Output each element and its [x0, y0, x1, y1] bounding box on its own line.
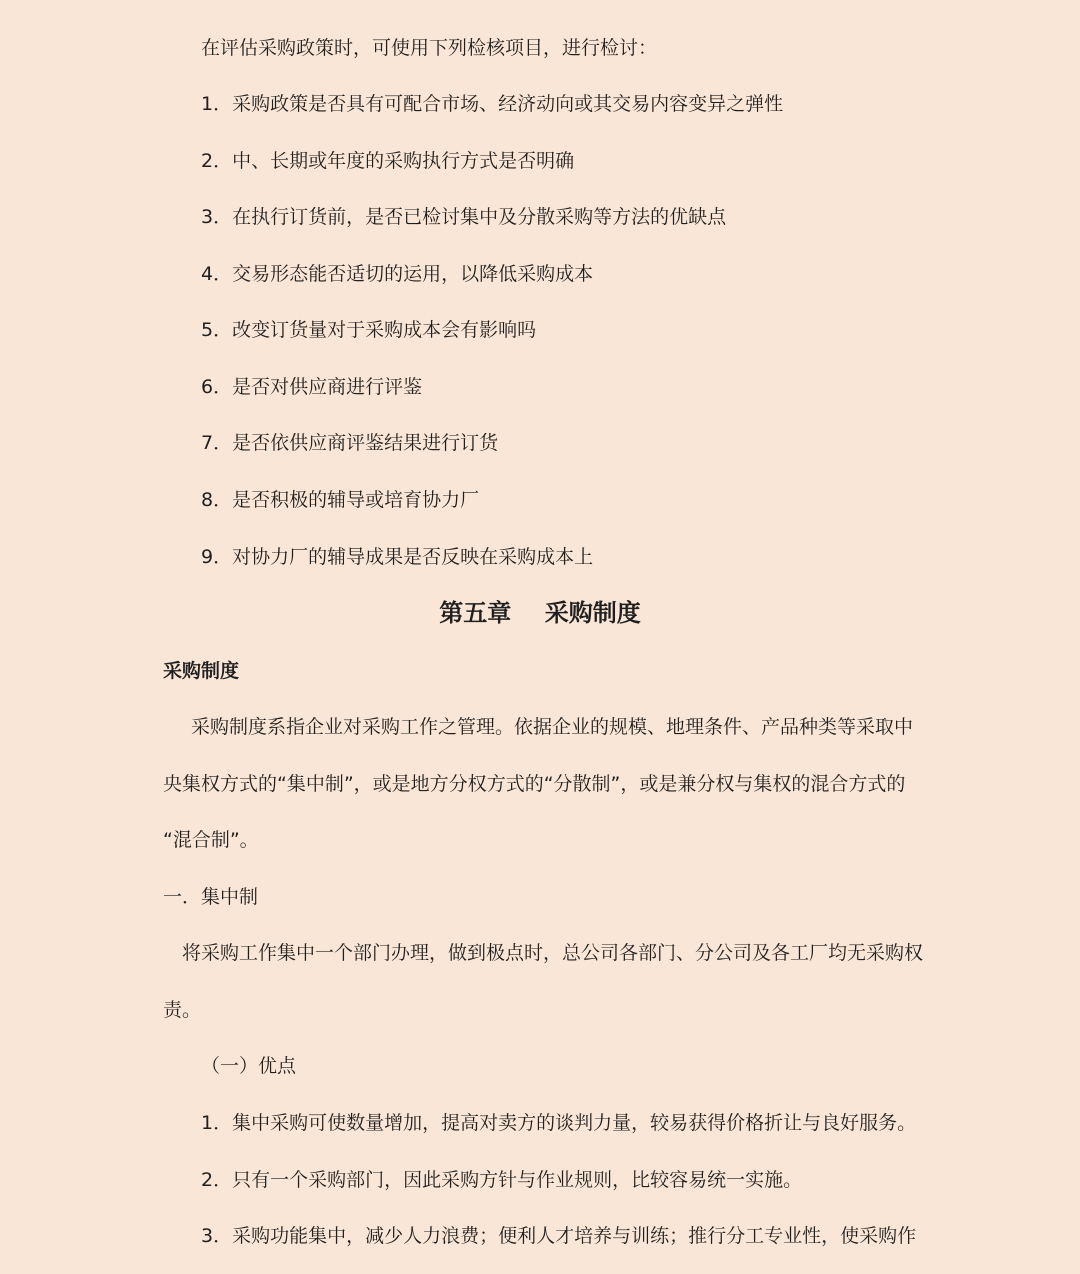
- subsection-heading: 一．集中制: [163, 886, 259, 908]
- advantage-item: 2．只有一个采购部门，因此采购方针与作业规则，比较容易统一实施。: [201, 1169, 803, 1191]
- paragraph-line: 责。: [163, 999, 202, 1021]
- checklist-item: 4．交易形态能否适切的运用，以降低采购成本: [201, 263, 594, 285]
- advantage-item: 1．集中采购可使数量增加，提高对卖方的谈判力量，较易获得价格折让与良好服务。: [201, 1112, 917, 1134]
- checklist-item: 5．改变订货量对于采购成本会有影响吗: [201, 319, 537, 341]
- checklist-item: 7．是否依供应商评鉴结果进行订货: [201, 432, 499, 454]
- checklist-item: 6．是否对供应商进行评鉴: [201, 376, 423, 398]
- checklist-item: 2．中、长期或年度的采购执行方式是否明确: [201, 150, 575, 172]
- checklist-item: 3．在执行订货前，是否已检讨集中及分散采购等方法的优缺点: [201, 206, 727, 228]
- paragraph-line: 采购制度系指企业对采购工作之管理。依据企业的规模、地理条件、产品种类等采取中: [191, 716, 914, 738]
- checklist-item: 9．对协力厂的辅导成果是否反映在采购成本上: [201, 546, 594, 568]
- intro-text: 在评估采购政策时，可使用下列检核项目，进行检讨：: [201, 37, 658, 59]
- chapter-title: 第五章 采购制度: [439, 599, 641, 627]
- advantages-heading: （一）优点: [201, 1055, 297, 1077]
- section-heading: 采购制度: [163, 660, 240, 682]
- paragraph-line: “混合制”。: [163, 829, 259, 851]
- paragraph-line: 央集权方式的“集中制”，或是地方分权方式的“分散制”，或是兼分权与集权的混合方式的: [163, 773, 906, 795]
- advantage-item: 3．采购功能集中，减少人力浪费；便利人才培养与训练；推行分工专业性，使采购作: [201, 1225, 917, 1247]
- checklist-item: 1．采购政策是否具有可配合市场、经济动向或其交易内容变异之弹性: [201, 93, 784, 115]
- checklist-item: 8．是否积极的辅导或培育协力厂: [201, 489, 480, 511]
- paragraph-line: 将采购工作集中一个部门办理，做到极点时，总公司各部门、分公司及各工厂均无采购权: [182, 942, 924, 964]
